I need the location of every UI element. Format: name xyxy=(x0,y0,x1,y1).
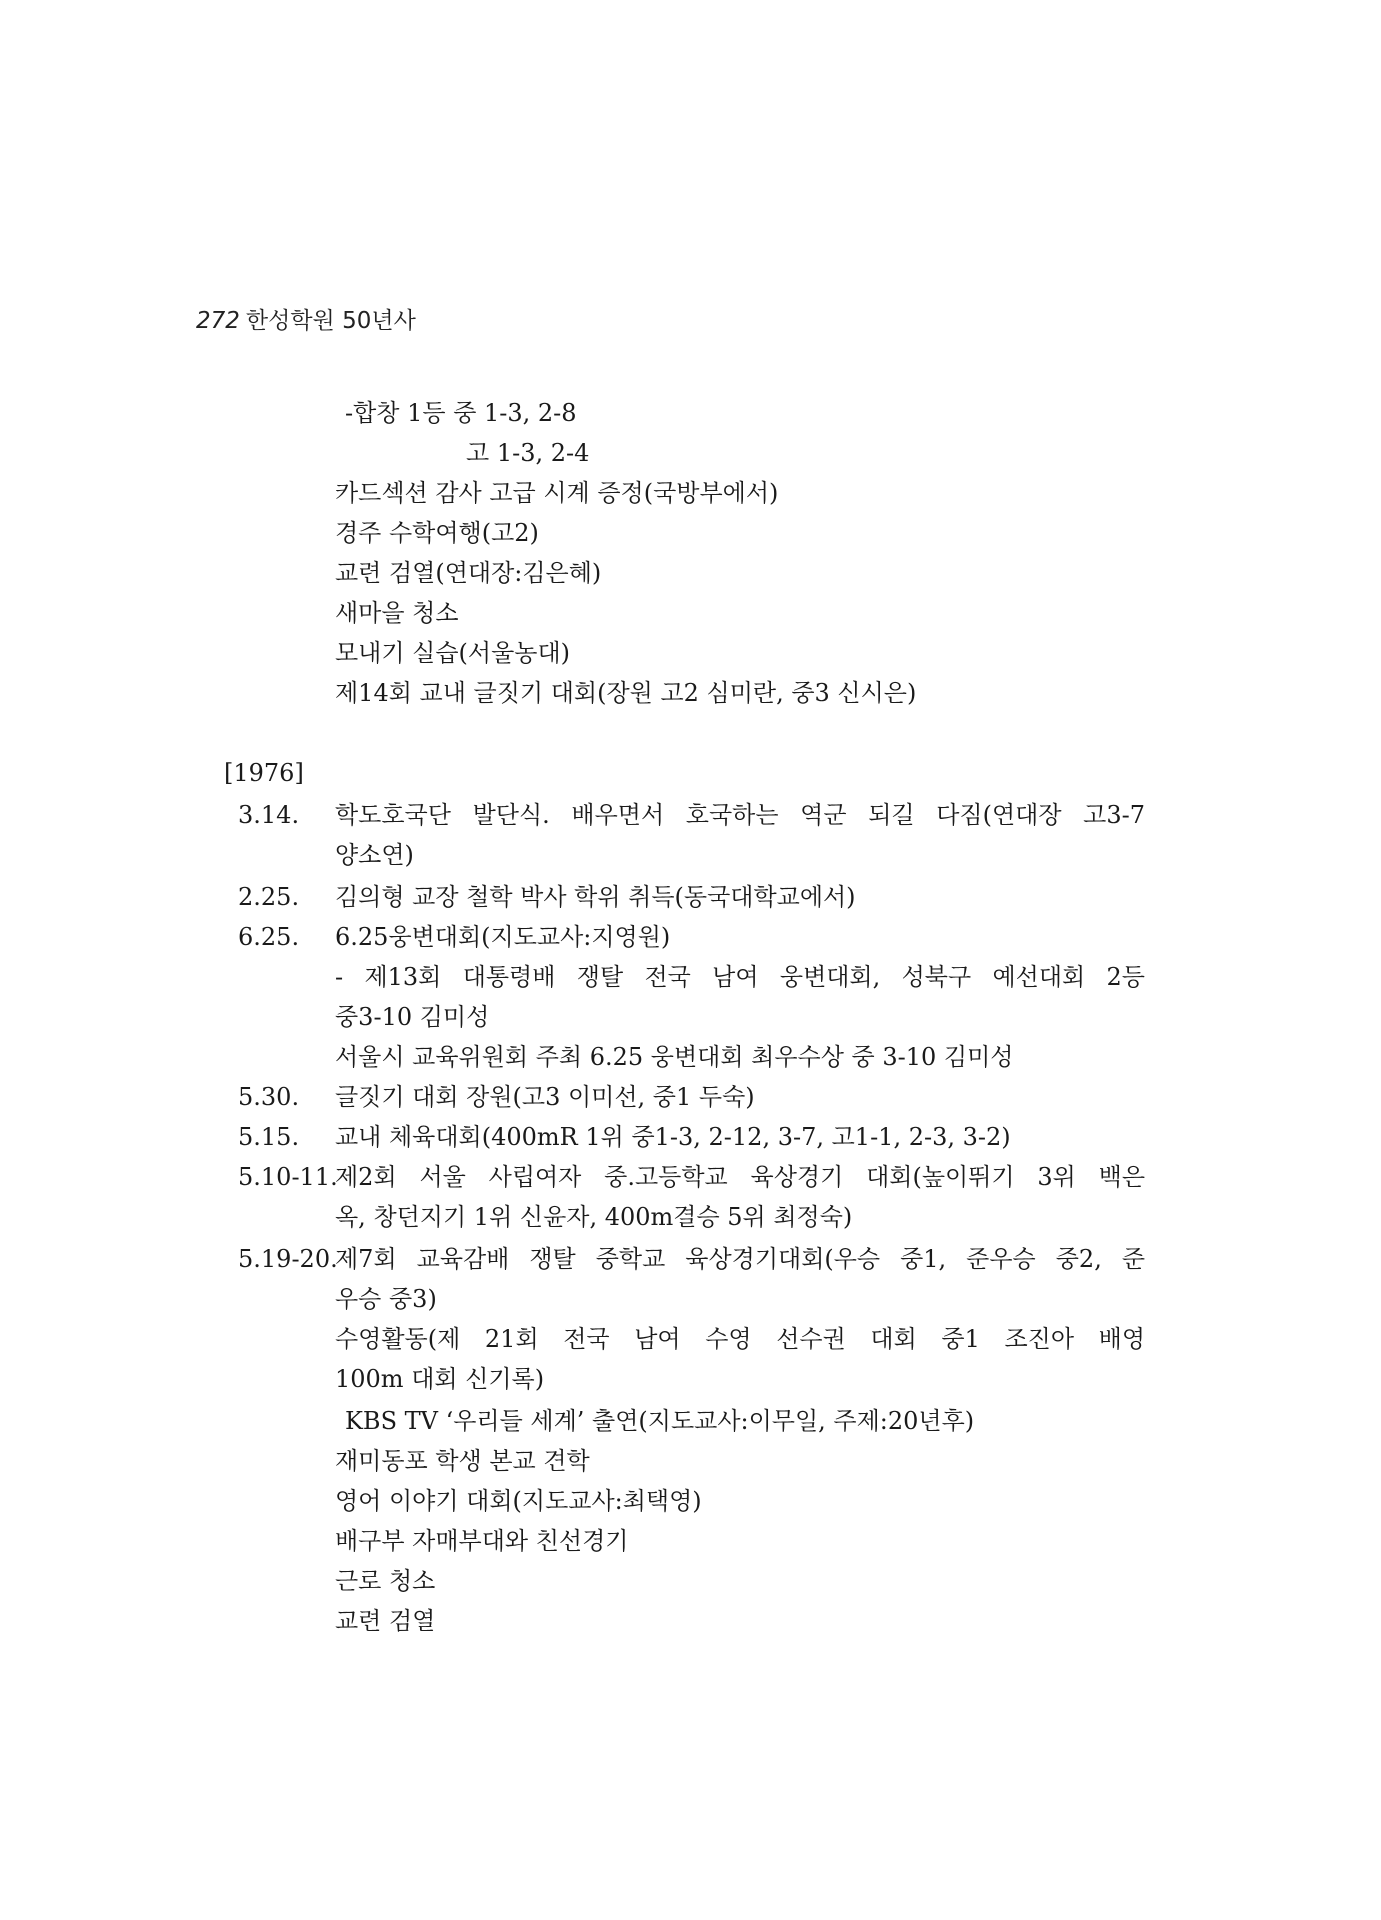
entry-line: 카드섹션 감사 고급 시계 증정(국방부에서) xyxy=(335,479,779,507)
entry-line: -합창 1등 중 1-3, 2-8 xyxy=(345,399,577,427)
entry-line: 교내 체육대회(400mR 1위 중1-3, 2-12, 3-7, 고1-1, 2-3, 3-2) xyxy=(335,1123,1011,1151)
entry-line: - 제13회 대통령배 쟁탈 전국 남여 웅변대회, 성북구 예선대회 2등 xyxy=(335,963,1145,991)
entry-date: 5.10-11. xyxy=(238,1163,338,1191)
entry-line: 새마을 청소 xyxy=(335,599,459,627)
entry-line: 양소연) xyxy=(335,841,414,869)
year-heading: [1976] xyxy=(224,759,304,787)
entry-line: 우승 중3) xyxy=(335,1285,437,1313)
entry-date: 5.15. xyxy=(238,1123,300,1151)
entry-line: 고 1-3, 2-4 xyxy=(466,439,590,467)
entry-line: KBS TV ‘우리들 세계’ 출연(지도교사:이무일, 주제:20년후) xyxy=(345,1407,975,1435)
book-title: 한성학원 50년사 xyxy=(245,308,416,334)
entry-line: 근로 청소 xyxy=(335,1567,436,1595)
entry-line: 서울시 교육위원회 주최 6.25 웅변대회 최우수상 중 3-10 김미성 xyxy=(335,1043,1014,1071)
entry-line: 배구부 자매부대와 친선경기 xyxy=(335,1527,629,1555)
entry-date: 2.25. xyxy=(238,883,300,911)
entry-line: 교련 검열(연대장:김은혜) xyxy=(335,559,602,587)
entry-line: 제7회 교육감배 쟁탈 중학교 육상경기대회(우승 중1, 준우승 중2, 준 xyxy=(335,1245,1145,1273)
entry-date: 5.30. xyxy=(238,1083,300,1111)
entry-line: 수영활동(제 21회 전국 남여 수영 선수권 대회 중1 조진아 배영 xyxy=(335,1325,1145,1353)
entry-date: 5.19-20. xyxy=(238,1245,338,1273)
page-header xyxy=(196,302,416,335)
entry-line: 김의형 교장 철학 박사 학위 취득(동국대학교에서) xyxy=(335,883,856,911)
entry-line: 6.25웅변대회(지도교사:지영원) xyxy=(335,923,671,951)
entry-line: 글짓기 대회 장원(고3 이미선, 중1 두숙) xyxy=(335,1083,755,1111)
entry-line: 경주 수학여행(고2) xyxy=(335,519,539,547)
entry-date: 3.14. xyxy=(238,801,300,829)
entry-line: 제2회 서울 사립여자 중.고등학교 육상경기 대회(높이뛰기 3위 백은 xyxy=(335,1163,1145,1191)
entry-line: 제14회 교내 글짓기 대회(장원 고2 심미란, 중3 신시은) xyxy=(335,679,917,707)
entry-line: 재미동포 학생 본교 견학 xyxy=(335,1447,590,1475)
entry-line: 중3-10 김미성 xyxy=(335,1003,490,1031)
entry-line: 모내기 실습(서울농대) xyxy=(335,639,571,667)
entry-line: 옥, 창던지기 1위 신윤자, 400m결승 5위 최정숙) xyxy=(335,1203,853,1231)
entry-line: 영어 이야기 대회(지도교사:최택영) xyxy=(335,1487,702,1515)
entry-line: 100m 대회 신기록) xyxy=(335,1365,545,1393)
entry-line: 교련 검열 xyxy=(335,1607,436,1635)
entry-date: 6.25. xyxy=(238,923,300,951)
entry-line: 학도호국단 발단식. 배우면서 호국하는 역군 되길 다짐(연대장 고3-7 xyxy=(335,801,1145,829)
page-number: 272 xyxy=(196,308,240,334)
